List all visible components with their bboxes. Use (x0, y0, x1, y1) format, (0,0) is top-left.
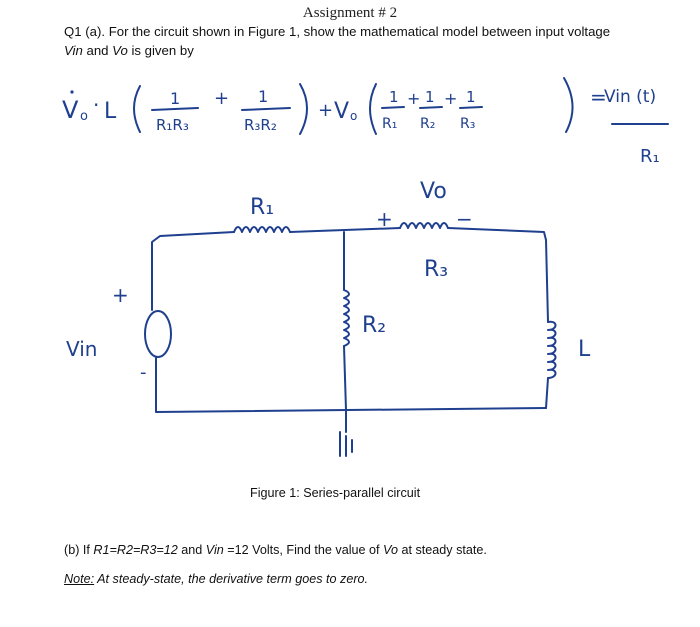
figure-caption: Figure 1: Series-parallel circuit (250, 486, 421, 500)
eq-paren-left-2 (370, 84, 376, 134)
resistor-r2 (344, 290, 349, 346)
part-b-vo: Vo (383, 543, 398, 557)
eq-plus-1: + (214, 88, 230, 109)
part-b-suffix: at steady state. (397, 543, 487, 557)
eq-t3-den: R₃ (460, 116, 476, 132)
eq-paren-left-1 (134, 86, 140, 132)
eq-lhs-sub: o (80, 109, 88, 124)
eq-lhs-L: L (104, 99, 117, 124)
eq-rhs-den: R₁ (640, 146, 660, 167)
eq-frac2-den: R₃R₂ (244, 116, 277, 134)
wire-bottom (156, 358, 546, 412)
eq-frac1-num: 1 (170, 89, 181, 108)
eq-lhs-dot: · (93, 93, 100, 117)
eq-t3-bar (460, 107, 482, 108)
eq-t2-den: R₂ (420, 116, 436, 132)
document-title: Assignment # 2 (302, 5, 398, 21)
inductor-l (548, 322, 556, 378)
wire-l-bottom (546, 378, 548, 408)
resistor-r3 (400, 223, 448, 228)
vin-term: Vin (64, 43, 83, 58)
eq-plus-3: + (407, 89, 421, 108)
label-vo-minus: − (456, 207, 473, 231)
part-b-mid2: =12 Volts, Find the value of (223, 543, 384, 557)
given-by-text: is given by (127, 43, 194, 58)
circuit-diagram (145, 223, 556, 456)
label-vin: Vin (66, 337, 98, 361)
note-text: At steady-state, the derivative term goes to zero. (94, 572, 369, 586)
eq-frac2-num: 1 (258, 87, 269, 106)
eq-equals: = (590, 85, 607, 109)
handwritten-equation (62, 78, 668, 167)
eq-v0-sub: o (350, 109, 358, 123)
label-l: L (578, 337, 591, 362)
eq-v0: V (334, 99, 350, 124)
eq-plus-2: + (318, 100, 334, 121)
eq-derivative-dot (70, 90, 73, 93)
eq-frac1-bar (152, 108, 198, 110)
note-line (64, 572, 368, 586)
eq-frac2-bar (242, 108, 290, 110)
part-b-vin: Vin (205, 543, 224, 557)
eq-t2-num: 1 (425, 88, 435, 106)
resistor-r1 (234, 227, 290, 232)
label-r1: R₁ (250, 195, 275, 220)
question-text-line-1: Q1 (a). For the circuit shown in Figure 1, show the mathematical model between input voltage (64, 24, 611, 39)
part-b-question (64, 543, 487, 557)
label-vo-plus: + (376, 207, 393, 231)
eq-paren-right-2 (564, 78, 573, 132)
note-label: Note: (64, 572, 95, 586)
eq-rhs-num: Vin (t) (604, 87, 657, 107)
label-r2: R₂ (362, 313, 387, 338)
part-b-mid1: and (177, 543, 206, 557)
label-vin-minus: - (140, 362, 147, 383)
and-word: and (82, 43, 113, 58)
part-b-vars: R1=R2=R3=12 (93, 543, 178, 557)
eq-plus-4: + (444, 89, 458, 108)
eq-paren-right-1 (300, 84, 307, 134)
eq-t1-den: R₁ (382, 116, 398, 132)
wire-top-left (152, 232, 234, 290)
voltage-source (145, 311, 171, 357)
vo-term: Vo (112, 43, 128, 58)
eq-t2-bar (420, 107, 442, 108)
wire-r2-bottom (344, 346, 346, 410)
label-vin-plus: + (112, 283, 129, 307)
eq-t1-bar (382, 107, 404, 108)
wire-l-top (546, 240, 548, 322)
eq-t3-num: 1 (466, 88, 476, 106)
label-r3: R₃ (424, 257, 449, 282)
eq-t1-num: 1 (389, 88, 399, 106)
eq-lhs-v: V (62, 96, 79, 124)
part-b-prefix: (b) If (64, 543, 94, 557)
label-vo: Vo (420, 179, 447, 204)
eq-frac1-den: R₁R₃ (156, 116, 189, 134)
